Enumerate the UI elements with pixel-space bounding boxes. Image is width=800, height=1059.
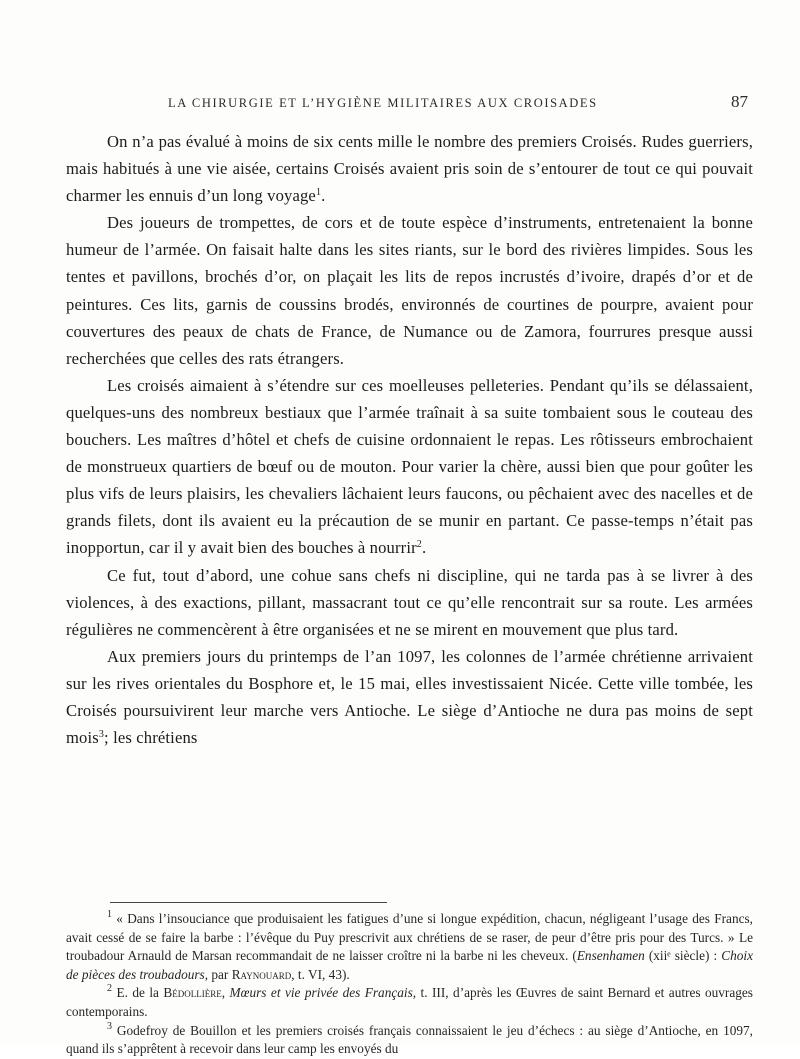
footnote-1-by: , par	[204, 966, 232, 982]
footnote-2-end: , t. III, d’après les Œuvres de saint Bernard et autres ouvrages contemporains.	[66, 985, 753, 1019]
footnote-1-work: Ensenhamen	[576, 948, 645, 964]
footnote-3	[66, 1022, 753, 1059]
footnote-1-number: 1	[107, 909, 112, 920]
footnote-3-text: Godefroy de Bouillon et les premiers croisés français connaissaient le jeu d’échecs : au siège d’Antioche, en 1097, quand ils s’apprêtent à recevoir dans leur camp les envoyés du	[66, 1022, 753, 1057]
footnote-ref-1: 1	[315, 187, 322, 199]
paragraph-1-text: On n’a pas évalué à moins de six cents mille le nombre des premiers Croisés. Rudes guerriers, mais habitués à une vie aisée, certains Croisés avaient pris soin de s’entourer de tout ce qui pouvait charmer les ennuis d’un long voyage	[66, 132, 753, 206]
footnote-ref-3: 3	[98, 729, 105, 741]
paragraph-3-end: .	[421, 538, 427, 558]
paragraph-3-text: Les croisés aimaient à s’étendre sur ces moelleuses pelleteries. Pendant qu’ils se délassaient, quelques-uns des nombreux bestiaux que l’armée traînait à sa suite tombaient sous le couteau des bouchers. Les maîtres d’hôtel et chefs de cuisine ordonnaient le repas. Les rôtisseurs embrochaient de monstrueux quartiers de bœuf ou de mouton. Pour varier la chère, aussi bien que pour goûter les plus vifs de leurs plaisirs, les chevaliers lâchaient leurs faucons, ou pêchaient avec des nacelles et de grands filets, dont ils avaient eu la précaution de se munir en partant. Ce passe-temps n’était pas inopportun, car il y avait bien des bouches à nourrir	[66, 375, 753, 558]
footnotes	[66, 910, 753, 1059]
footnote-1-text: « Dans l’insouciance que produisaient les fatigues d’une si longue expédition, chacun, négligeant l’usage des Francs, avait cessé de se faire la barbe : l’évêque du Puy prescrivit aux chrétiens de se raser, de peur d’être pris pour des Turcs. » Le troubadour Arnauld de Marsan recommandait de ne laisser croître ni la barbe ni les cheveux. (	[66, 911, 754, 964]
footnote-ref-2: 2	[416, 539, 422, 551]
footnote-1-author: Raynouard	[231, 966, 292, 982]
footnote-3-number: 3	[107, 1020, 112, 1032]
footnote-2	[66, 984, 753, 1021]
footnote-1-century: (xiiᵉ siècle) :	[644, 948, 722, 964]
footnote-2-sep: ,	[221, 985, 230, 1001]
paragraph-1	[66, 128, 753, 209]
paragraph-5-end: ; les chrétiens	[104, 728, 198, 748]
footnote-2-prefix: E. de la	[116, 985, 164, 1001]
footnote-1-end: , t. VI, 43).	[291, 966, 350, 982]
footnote-2-author: Bédollière	[163, 985, 222, 1001]
footnote-1	[66, 910, 753, 984]
paragraph-5	[66, 643, 753, 751]
paragraph-2: Des joueurs de trompettes, de cors et de toute espèce d’instruments, entretenaient la bonne humeur de l’armée. On faisait halte dans les sites riants, sur le bord des rivières limpides. Sous les tentes et pavillons, brochés d’or, on plaçait les lits de repos incrustés d’ivoire, drapés d’or et de peintures. Ces lits, garnis de coussins brodés, environnés de courtines de pourpre, avaient pour couvertures des peaux de chats de France, de Numance ou de Zamora, fourrures presque aussi recherchées que celles des rats étrangers.	[66, 213, 753, 368]
running-title: LA CHIRURGIE ET L’HYGIÈNE MILITAIRES AUX CROISADES	[168, 96, 598, 110]
footnote-2-number: 2	[107, 983, 112, 995]
paragraph-4: Ce fut, tout d’abord, une cohue sans chefs ni discipline, qui ne tarda pas à se livrer à des violences, à des exactions, pillant, massacrant tout ce qu’elle rencontrait sur sa route. Les armées régulières ne commencèrent à être organisées et ne se mirent en mouvement que plus tard.	[66, 565, 753, 639]
footnote-2-book: Mœurs et vie privée des Français	[229, 985, 413, 1001]
paragraph-1-end: .	[321, 186, 326, 206]
footnote-1-book: Choix de pièces des troubadours	[66, 948, 753, 982]
paragraph-3	[66, 372, 753, 562]
body-text	[66, 128, 753, 751]
footnote-divider	[110, 902, 387, 903]
paragraph-5-text: Aux premiers jours du printemps de l’an 1097, les colonnes de l’armée chrétienne arrivaient sur les rives orientales du Bosphore et, le 15 mai, elles investissaient Nicée. Cette ville tombée, les Croisés poursuivirent leur marche vers Antioche. Le siège d’Antioche ne dura pas moins de sept mois	[66, 646, 753, 748]
page-number: 87	[731, 92, 748, 111]
